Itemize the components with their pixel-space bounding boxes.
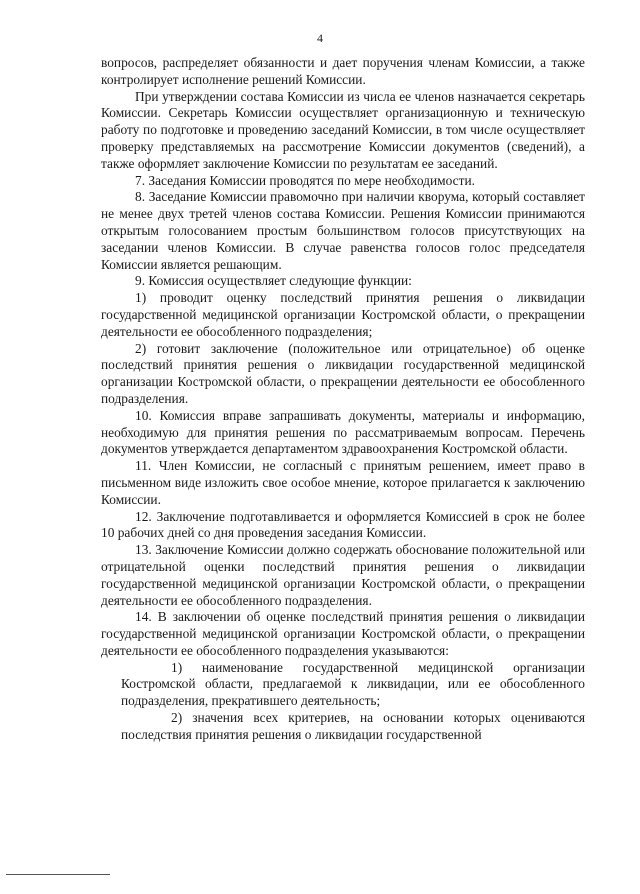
paragraph-11: 11. Член Комиссии, не согласный с принятым решением, имеет право в письменном виде изложить свое особое мнение, которое прилагается к заключению Комиссии.: [101, 458, 585, 507]
paragraph-10: 10. Комиссия вправе запрашивать документы, материалы и информацию, необходимую для принятия решения по рассматриваемым вопросам. Перечень документов утверждается департаментом здравоохранения Костромской области.: [101, 407, 585, 457]
paragraph-7: 7. Заседания Комиссии проводятся по мере необходимости.: [135, 172, 475, 188]
paragraph-9: 9. Комиссия осуществляет следующие функции:: [135, 273, 412, 289]
paragraph-12: 12. Заключение подготавливается и оформляется Комиссией в срок не более 10 рабочих дней со дня проведения заседания Комиссии.: [101, 508, 585, 541]
paragraph-9-item-2: 2) готовит заключение (положительное или отрицательное) об оценке последствий принятия решения о ликвидации государственной медицинской организации Костромской области, о прекращении деятельности ее обособленного подразделения.: [101, 340, 585, 406]
paragraph-13: 13. Заключение Комиссии должно содержать обоснование положительной или отрицательной оценки последствий принятия решения о ликвидации государственной медицинской организации Костромской области, о прекращении деятельности ее обособленного подразделения.: [101, 542, 585, 608]
paragraph-14-item-1: 1) наименование государственной медицинской организации Костромской области, предлагаемой к ликвидации, или ее обособленного подразделения, прекратившего деятельность;: [121, 659, 585, 709]
paragraph-secretary: При утверждении состава Комиссии из числа ее членов назначается секретарь Комиссии. Секретарь Комиссии осуществляет организационную и техническую работу по подготовке и проведению заседаний Комиссии, в том числе осуществляет проверку представляемых на рассмотрение Комиссии документов (сведений), а также оформляет заключение Комиссии по результатам ее заседаний.: [101, 88, 585, 171]
document-body: [101, 55, 585, 744]
paragraph-8: 8. Заседание Комиссии правомочно при наличии кворума, который составляет не менее двух третей членов состава Комиссии. Решения Комиссии принимаются открытым голосованием простым большинством голосов присутствующих на заседании членов Комиссии. В случае равенства голосов голос председателя Комиссии является решающим.: [101, 189, 585, 272]
paragraph-continuation: вопросов, распределяет обязанности и дает поручения членам Комиссии, а также контролирует исполнение решений Комиссии.: [101, 55, 585, 87]
page-number: 4: [317, 31, 323, 45]
paragraph-14: 14. В заключении об оценке последствий принятия решения о ликвидации государственной медицинской организации Костромской области, о прекращении деятельности ее обособленного подразделения указываются:: [101, 609, 585, 658]
footer-divider: [6, 874, 110, 875]
paragraph-9-item-1: 1) проводит оценку последствий принятия решения о ликвидации государственной медицинской организации Костромской области, о прекращении деятельности ее обособленного подразделения;: [101, 290, 585, 339]
paragraph-14-item-2: 2) значения всех критериев, на основании которых оцениваются последствия принятия решения о ликвидации государственной: [121, 710, 585, 742]
